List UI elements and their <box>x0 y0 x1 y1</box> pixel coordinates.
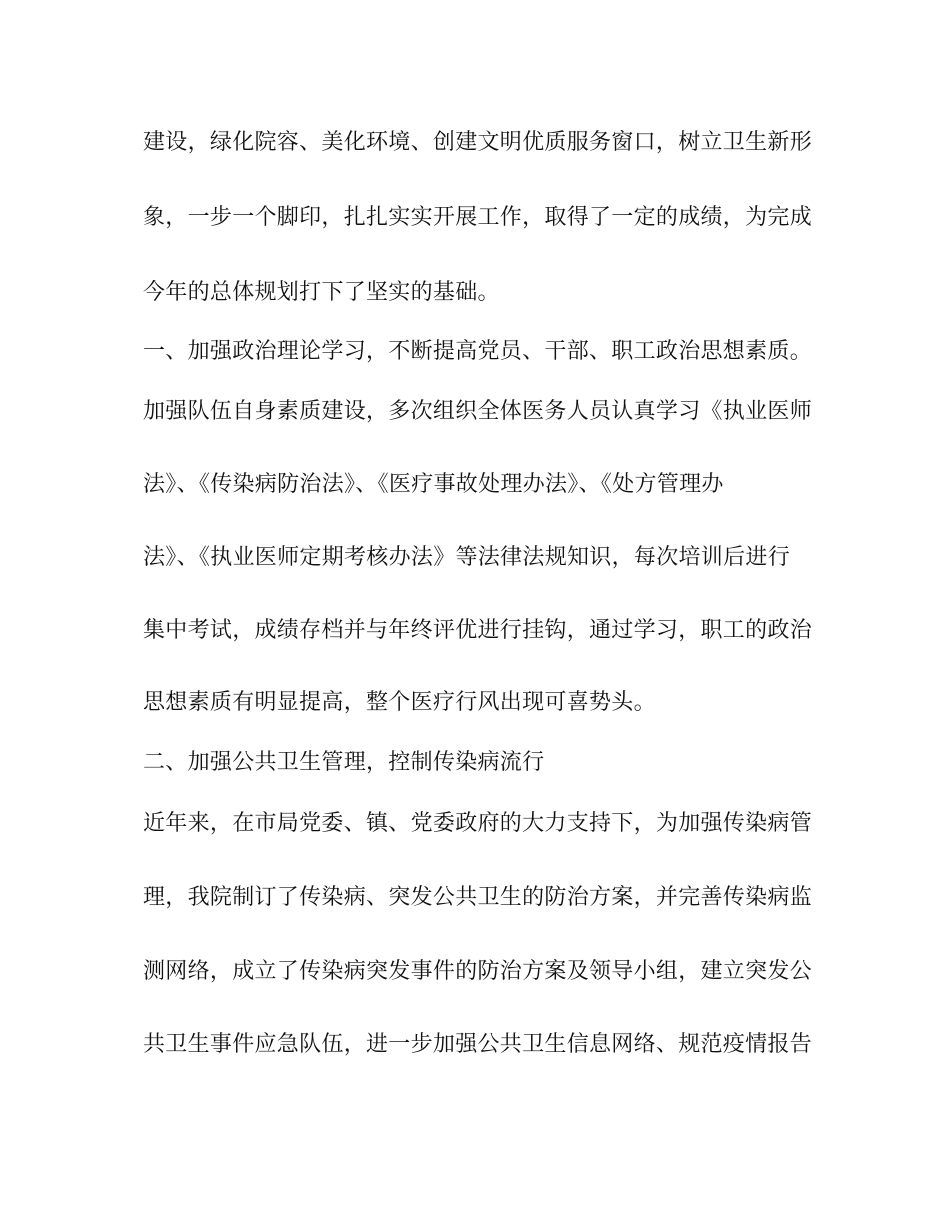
heading-section-1: 一、加强政治理论学习，不断提高党员、干部、职工政治思想素质。 <box>143 339 813 364</box>
text-line-5: 加强队伍自身素质建设，多次组织全体医务人员认真学习《执业医师 <box>143 399 813 424</box>
text-line-2: 象，一步一个脚印，扎扎实实开展工作，取得了一定的成绩，为完成 <box>143 205 813 230</box>
text-line-8: 集中考试，成绩存档并与年终评优进行挂钩，通过学习，职工的政治 <box>143 618 813 643</box>
text-line-14: 共卫生事件应急队伍，进一步加强公共卫生信息网络、规范疫情报告 <box>143 1032 813 1057</box>
text-line-9: 思想素质有明显提高，整个医疗行风出现可喜势头。 <box>143 690 656 715</box>
text-line-11: 近年来，在市局党委、镇、党委政府的大力支持下，为加强传染病管 <box>143 811 813 836</box>
text-line-1: 建设，绿化院容、美化环境、创建文明优质服务窗口，树立卫生新形 <box>143 130 813 155</box>
text-line-13: 测网络，成立了传染病突发事件的防治方案及领导小组，建立突发公 <box>143 959 813 984</box>
text-line-6: 法》、《传染病防治法》、《医疗事故处理办法》、《处方管理办 <box>143 472 724 497</box>
text-line-3: 今年的总体规划打下了坚实的基础。 <box>143 280 500 305</box>
text-line-12: 理，我院制订了传染病、突发公共卫生的防治方案，并完善传染病监 <box>143 885 813 910</box>
heading-section-2: 二、加强公共卫生管理，控制传染病流行 <box>143 750 545 775</box>
text-line-7: 法》、《执业医师定期考核办法》等法律法规知识，每次培训后进行 <box>143 545 791 570</box>
